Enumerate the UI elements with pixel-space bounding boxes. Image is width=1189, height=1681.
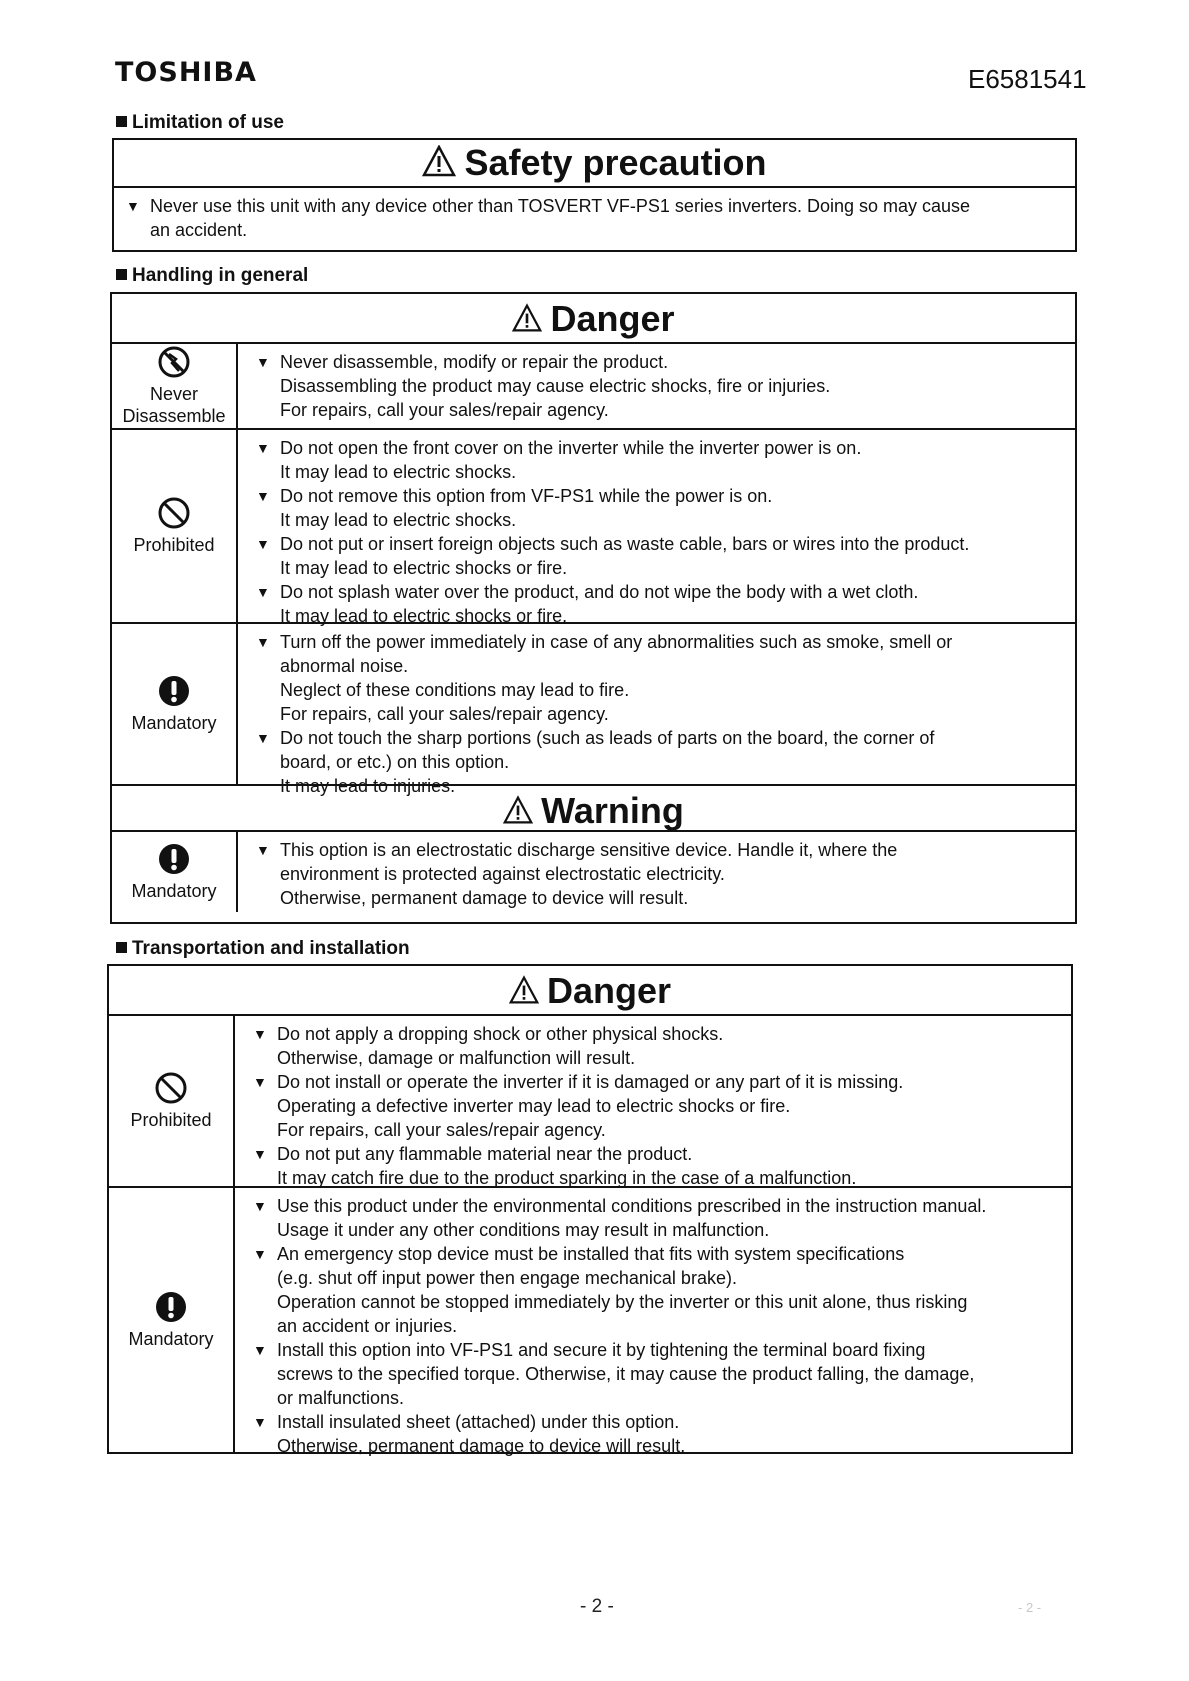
item-text-line: Use this product under the environmental conditions prescribed in the instruction manual. [277, 1196, 987, 1216]
item-text-line: Neglect of these conditions may lead to fire. [280, 680, 630, 700]
text-cell [238, 430, 1075, 626]
item-text-line: an accident or injuries. [277, 1316, 458, 1336]
section-title-text: Transportation and installation [132, 938, 410, 959]
bullet-triangle-icon: ▼ [253, 1414, 267, 1430]
bullet-triangle-icon: ▼ [253, 1074, 267, 1090]
section-title-limitation [116, 112, 284, 134]
bullet-triangle-icon: ▼ [256, 536, 270, 552]
warning-rows [112, 832, 1075, 912]
item-text-line: Never use this unit with any device other than TOSVERT VF-PS1 series inverters. Doing so may cause [150, 196, 971, 216]
danger-title: Danger [546, 970, 672, 1011]
bullet-item [253, 1070, 1063, 1142]
bullet-item [253, 1338, 1063, 1410]
item-text-line: For repairs, call your sales/repair agency. [277, 1120, 606, 1140]
precaution-row [112, 344, 1075, 428]
text-cell [238, 832, 1075, 912]
danger-title: Danger [550, 298, 675, 339]
bullet-item [253, 1022, 1063, 1070]
item-text-line: Otherwise, permanent damage to device will result. [277, 1436, 686, 1456]
precaution-row [112, 832, 1075, 912]
precaution-row [112, 622, 1075, 796]
icon-label: Prohibited [133, 535, 215, 555]
icon-cell [109, 1016, 235, 1186]
bullet-item [126, 194, 1067, 242]
bullet-item [256, 630, 1067, 726]
bullet-item [256, 436, 1067, 484]
bullet-triangle-icon: ▼ [256, 488, 270, 504]
warning-triangle-icon [509, 975, 539, 1005]
bullet-item [253, 1242, 1063, 1338]
icon-label: Never [149, 384, 198, 404]
bullet-item [253, 1194, 1063, 1242]
bullet-item [256, 580, 1067, 628]
bullet-item [256, 532, 1067, 580]
item-text-line: Do not put any flammable material near the product. [277, 1144, 693, 1164]
mandatory-icon [157, 842, 191, 876]
transport-rows [109, 1016, 1071, 1456]
bullet-triangle-icon: ▼ [256, 842, 270, 858]
text-cell [235, 1016, 1071, 1186]
bullet-triangle-icon: ▼ [256, 730, 270, 746]
bullet-item [256, 484, 1067, 532]
precaution-row [109, 1186, 1071, 1456]
warning-title: Warning [541, 790, 684, 831]
limitation-items [114, 188, 1075, 242]
document-number: E6581541 [968, 64, 1087, 94]
icon-cell [109, 1188, 235, 1452]
bullet-triangle-icon: ▼ [253, 1342, 267, 1358]
bullet-triangle-icon: ▼ [256, 440, 270, 456]
item-text-line: Usage it under any other conditions may result in malfunction. [277, 1220, 770, 1240]
item-text-line: It may catch fire due to the product sparking in the case of a malfunction. [277, 1168, 857, 1188]
icon-label: Disassemble [122, 406, 226, 426]
item-text-line: an accident. [150, 220, 248, 240]
bullet-triangle-icon: ▼ [256, 584, 270, 600]
item-text-line: Operating a defective inverter may lead to electric shocks or fire. [277, 1096, 791, 1116]
item-text-line: abnormal noise. [280, 656, 409, 676]
handling-box [110, 292, 1077, 924]
item-text-line: Do not install or operate the inverter if it is damaged or any part of it is missing. [277, 1072, 904, 1092]
bullet-triangle-icon: ▼ [253, 1146, 267, 1162]
never-disassemble-icon [157, 345, 191, 379]
precaution-row [109, 1016, 1071, 1186]
text-cell [238, 344, 1075, 428]
item-text-line: For repairs, call your sales/repair agency. [280, 400, 609, 420]
warning-triangle-icon [512, 303, 542, 333]
item-text-line: (e.g. shut off input power then engage mechanical brake). [277, 1268, 737, 1288]
icon-label: Mandatory [128, 1329, 214, 1349]
item-text-line: Disassembling the product may cause electric shocks, fire or injuries. [280, 376, 831, 396]
item-text-line: screws to the specified torque. Otherwise, it may cause the product falling, the damage, [277, 1364, 975, 1384]
warning-triangle-icon [422, 145, 456, 177]
item-text-line: Do not open the front cover on the inverter while the inverter power is on. [280, 438, 862, 458]
item-text-line: It may lead to electric shocks. [280, 510, 517, 530]
item-text-line: It may lead to electric shocks or fire. [280, 558, 568, 578]
bullet-item [253, 1142, 1063, 1190]
icon-label: Prohibited [130, 1110, 212, 1130]
item-text-line: or malfunctions. [277, 1388, 405, 1408]
precaution-row [112, 428, 1075, 626]
item-text-line: Operation cannot be stopped immediately by the inverter or this unit alone, thus risking [277, 1292, 968, 1312]
item-text-line: It may lead to electric shocks or fire. [280, 606, 568, 626]
icon-cell [112, 832, 238, 912]
warning-triangle-icon [503, 795, 533, 825]
bullet-triangle-icon: ▼ [253, 1198, 267, 1214]
safety-precaution-header [114, 140, 1075, 188]
item-text-line: An emergency stop device must be installed that fits with system specifications [277, 1244, 905, 1264]
text-cell [235, 1188, 1071, 1456]
bullet-square-icon [116, 116, 127, 127]
item-text-line: Do not touch the sharp portions (such as leads of parts on the board, the corner of [280, 728, 935, 748]
mandatory-icon [154, 1290, 188, 1324]
item-text-line: For repairs, call your sales/repair agency. [280, 704, 609, 724]
mandatory-icon [157, 674, 191, 708]
warning-header [112, 784, 1075, 832]
item-text-line: Do not remove this option from VF-PS1 while the power is on. [280, 486, 773, 506]
item-text-line: board, or etc.) on this option. [280, 752, 510, 772]
icon-cell [112, 624, 238, 784]
item-text-line: Install this option into VF-PS1 and secure it by tightening the terminal board fixing [277, 1340, 926, 1360]
item-text-line: Do not splash water over the product, and do not wipe the body with a wet cloth. [280, 582, 919, 602]
icon-cell [112, 430, 238, 622]
bullet-triangle-icon: ▼ [256, 354, 270, 370]
item-text-line: This option is an electrostatic discharge sensitive device. Handle it, where the [280, 840, 898, 860]
prohibited-icon [157, 496, 191, 530]
bullet-item [256, 838, 1067, 910]
section-title-text: Handling in general [132, 265, 309, 286]
item-text-line: Do not apply a dropping shock or other physical shocks. [277, 1024, 724, 1044]
bullet-square-icon [116, 269, 127, 280]
item-text-line: Otherwise, damage or malfunction will result. [277, 1048, 636, 1068]
bullet-item [253, 1410, 1063, 1458]
item-text-line: Do not put or insert foreign objects such as waste cable, bars or wires into the product. [280, 534, 970, 554]
item-text-line: It may lead to injuries. [280, 776, 456, 796]
prohibited-icon [154, 1071, 188, 1105]
page-number-faint: - 2 - [1018, 1600, 1042, 1615]
bullet-triangle-icon: ▼ [256, 634, 270, 650]
bullet-triangle-icon: ▼ [126, 198, 140, 214]
section-title-transport [116, 938, 410, 960]
item-text-line: Otherwise, permanent damage to device will result. [280, 888, 689, 908]
page-number: - 2 - [580, 1596, 614, 1617]
icon-cell [112, 344, 238, 428]
bullet-item [256, 350, 1067, 422]
item-text-line: Turn off the power immediately in case of any abnormalities such as smoke, smell or [280, 632, 953, 652]
brand-logo: TOSHIBA [115, 57, 257, 88]
item-text-line: environment is protected against electrostatic electricity. [280, 864, 725, 884]
bullet-square-icon [116, 942, 127, 953]
section-title-handling [116, 265, 308, 287]
item-text-line: Install insulated sheet (attached) under this option. [277, 1412, 680, 1432]
icon-label: Mandatory [131, 881, 217, 901]
danger-header [109, 966, 1071, 1016]
bullet-triangle-icon: ▼ [253, 1026, 267, 1042]
safety-precaution-box [112, 138, 1077, 252]
danger-header [112, 294, 1075, 344]
safety-precaution-title: Safety precaution [464, 142, 767, 183]
icon-label: Mandatory [131, 713, 217, 733]
section-title-text: Limitation of use [132, 112, 284, 133]
text-cell [238, 624, 1075, 796]
item-text-line: Never disassemble, modify or repair the product. [280, 352, 669, 372]
handling-rows [112, 344, 1075, 796]
transport-box [107, 964, 1073, 1454]
item-text-line: It may lead to electric shocks. [280, 462, 517, 482]
bullet-triangle-icon: ▼ [253, 1246, 267, 1262]
